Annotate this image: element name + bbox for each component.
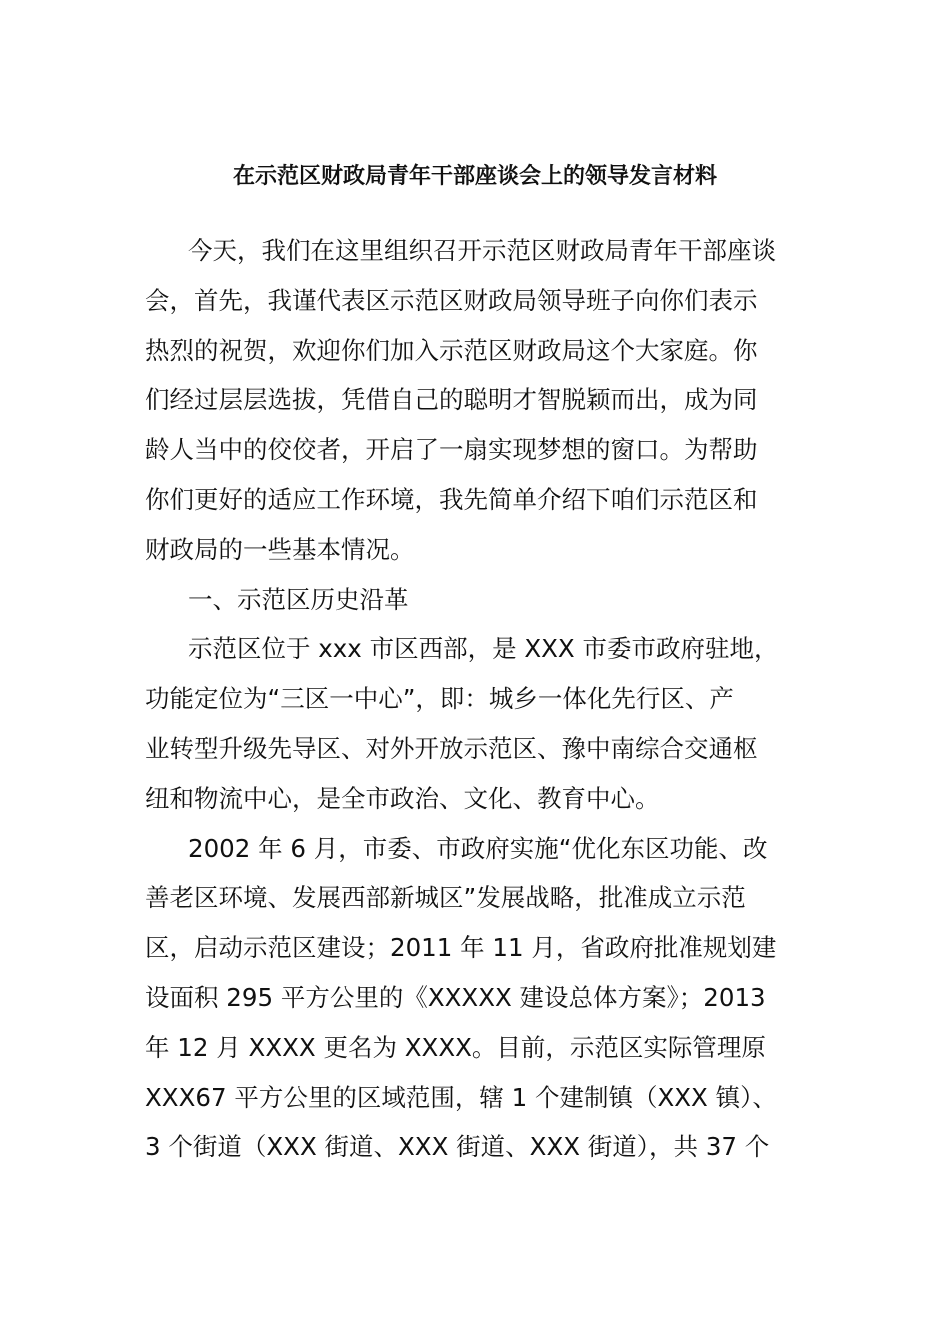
text-line: 设面积 295 平方公里的《XXXXX 建设总体方案》；2013 [145, 982, 766, 1012]
text-line: 龄人当中的佼佼者，开启了一扇实现梦想的窗口。为帮助 [145, 435, 758, 465]
text-line: 们经过层层选拔，凭借自己的聪明才智脱颖而出，成为同 [145, 385, 758, 415]
text-line: 会，首先，我谨代表区示范区财政局领导班子向你们表示 [145, 285, 758, 315]
text-line: XXX67 平方公里的区域范围，辖 1 个建制镇（XXX 镇）、 [145, 1082, 777, 1112]
text-line: 热烈的祝贺，欢迎你们加入示范区财政局这个大家庭。你 [145, 335, 758, 365]
text-line: 2002 年 6 月，市委、市政府实施“优化东区功能、改 [188, 833, 768, 863]
document-title: 在示范区财政局青年干部座谈会上的领导发言材料 [232, 164, 717, 189]
document-body [145, 226, 805, 1172]
section-heading: 一、示范区历史沿革 [188, 584, 409, 614]
text-line: 你们更好的适应工作环境，我先简单介绍下咱们示范区和 [145, 484, 758, 514]
text-line: 财政局的一些基本情况。 [145, 534, 415, 564]
text-line: 纽和物流中心，是全市政治、文化、教育中心。 [145, 783, 660, 813]
text-line: 区，启动示范区建设；2011 年 11 月，省政府批准规划建 [145, 933, 777, 963]
text-line: 今天，我们在这里组织召开示范区财政局青年干部座谈 [188, 236, 776, 265]
text-line: 善老区环境、发展西部新城区”发展战略，批准成立示范 [145, 883, 746, 913]
text-line: 3 个街道（XXX 街道、XXX 街道、XXX 街道），共 37 个 [145, 1132, 770, 1162]
text-line: 年 12 月 XXXX 更名为 XXXX。目前，示范区实际管理原 [145, 1032, 766, 1062]
text-line: 业转型升级先导区、对外开放示范区、豫中南综合交通枢 [145, 733, 758, 763]
text-line: 示范区位于 xxx 市区西部，是 XXX 市委市政府驻地， [188, 634, 779, 664]
text-line: 功能定位为“三区一中心”，即：城乡一体化先行区、产 [145, 684, 734, 714]
